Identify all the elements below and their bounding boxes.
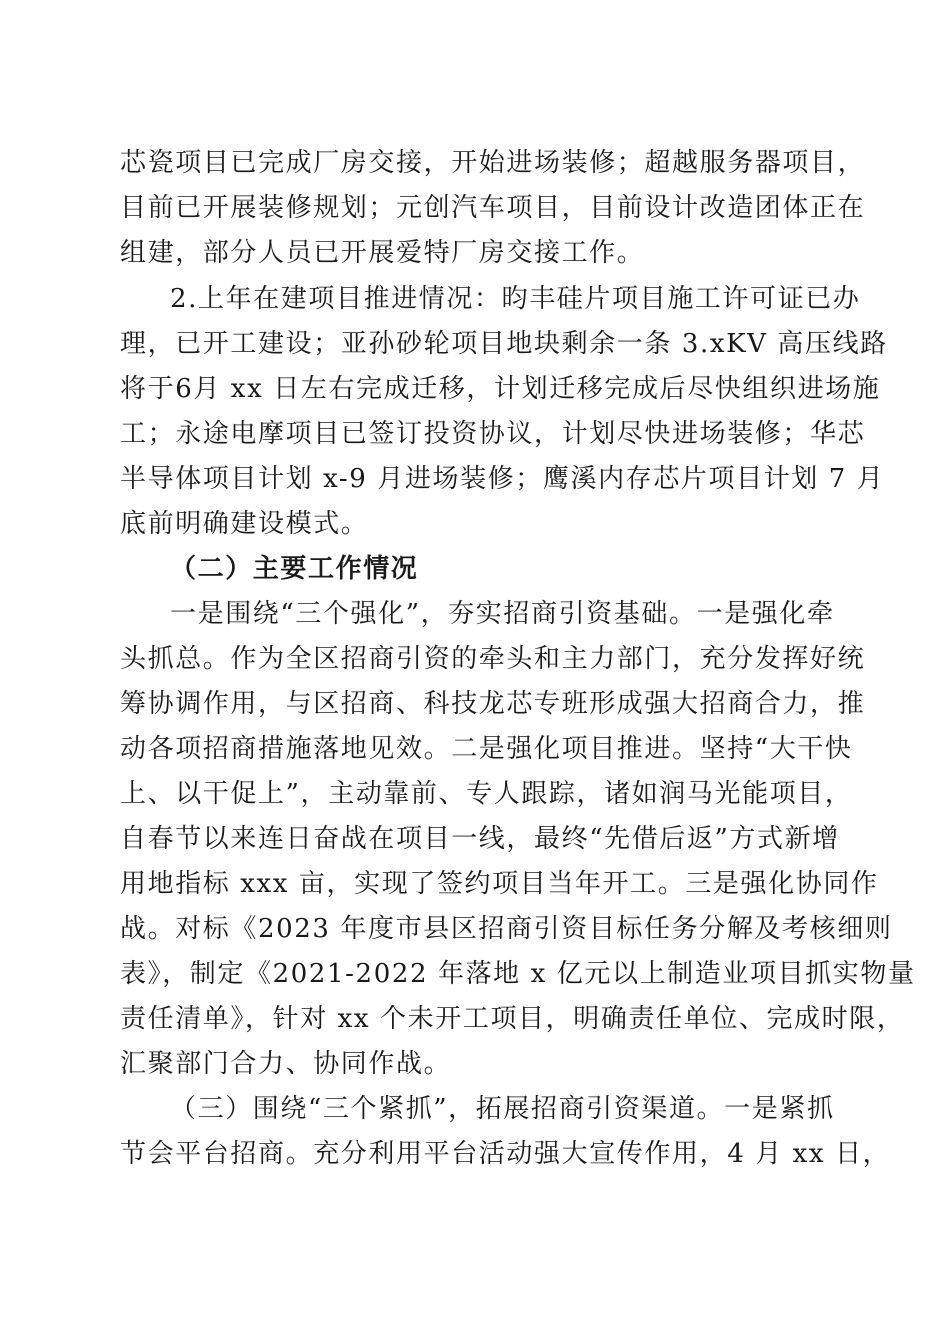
paragraph-line: 自春节以来连日奋战在项目一线，最终“先借后返”方式新增 xyxy=(120,824,840,854)
paragraph-line: 目前已开展装修规划；元创汽车项目，目前设计改造团体正在 xyxy=(120,193,866,223)
paragraph-line: 2.上年在建项目推进情况：昀丰硅片项目施工许可证已办 xyxy=(170,284,861,314)
paragraph-line: 底前明确建设模式。 xyxy=(120,509,369,539)
paragraph-line: 一是围绕“三个强化”，夯实招商引资基础。一是强化牵 xyxy=(170,599,835,629)
paragraph-line: 工；永途电摩项目已签订投资协议，计划尽快进场装修；华芯 xyxy=(120,419,866,449)
paragraph-line: 理，已开工建设；亚孙砂轮项目地块剩余一条 3.xKV 高压线路 xyxy=(120,329,888,359)
paragraph-line: 将于6月 xx 日左右完成迁移，计划迁移完成后尽快组织进场施 xyxy=(120,374,881,404)
paragraph-line: 芯瓷项目已完成厂房交接，开始进场装修；超越服务器项目， xyxy=(120,148,866,178)
paragraph-line: 用地指标 xxx 亩，实现了签约项目当年开工。三是强化协同作 xyxy=(120,869,879,899)
paragraph-line: 责任清单》，针对 xx 个未开工项目，明确责任单位、完成时限， xyxy=(120,1004,905,1034)
section-heading: （二）主要工作情况 xyxy=(170,554,419,584)
paragraph-line: 筹协调作用，与区招商、科技龙芯专班形成强大招商合力，推 xyxy=(120,689,866,719)
paragraph-line: 节会平台招商。充分利用平台活动强大宣传作用，4 月 xx 日， xyxy=(120,1139,891,1169)
paragraph-line: 战。对标《2023 年度市县区招商引资目标任务分解及考核细则 xyxy=(120,914,893,944)
paragraph-line: 汇聚部门合力、协同作战。 xyxy=(120,1049,452,1079)
paragraph-line: 头抓总。作为全区招商引资的牵头和主力部门，充分发挥好统 xyxy=(120,644,866,674)
paragraph-line: 组建，部分人员已开展爱特厂房交接工作。 xyxy=(120,238,645,268)
paragraph-line: 动各项招商措施落地见效。二是强化项目推进。坚持“大干快 xyxy=(120,734,853,764)
paragraph-line: 表》，制定《2021-2022 年落地 x 亿元以上制造业项目抓实物量 xyxy=(120,959,916,989)
paragraph-line: （三）围绕“三个紧抓”，拓展招商引资渠道。一是紧抓 xyxy=(170,1094,835,1124)
paragraph-line: 半导体项目计划 x-9 月进场装修；鹰溪内存芯片项目计划 7 月 xyxy=(120,464,885,494)
paragraph-line: 上、以干促上”，主动靠前、专人跟踪，诸如润马光能项目， xyxy=(120,779,853,809)
